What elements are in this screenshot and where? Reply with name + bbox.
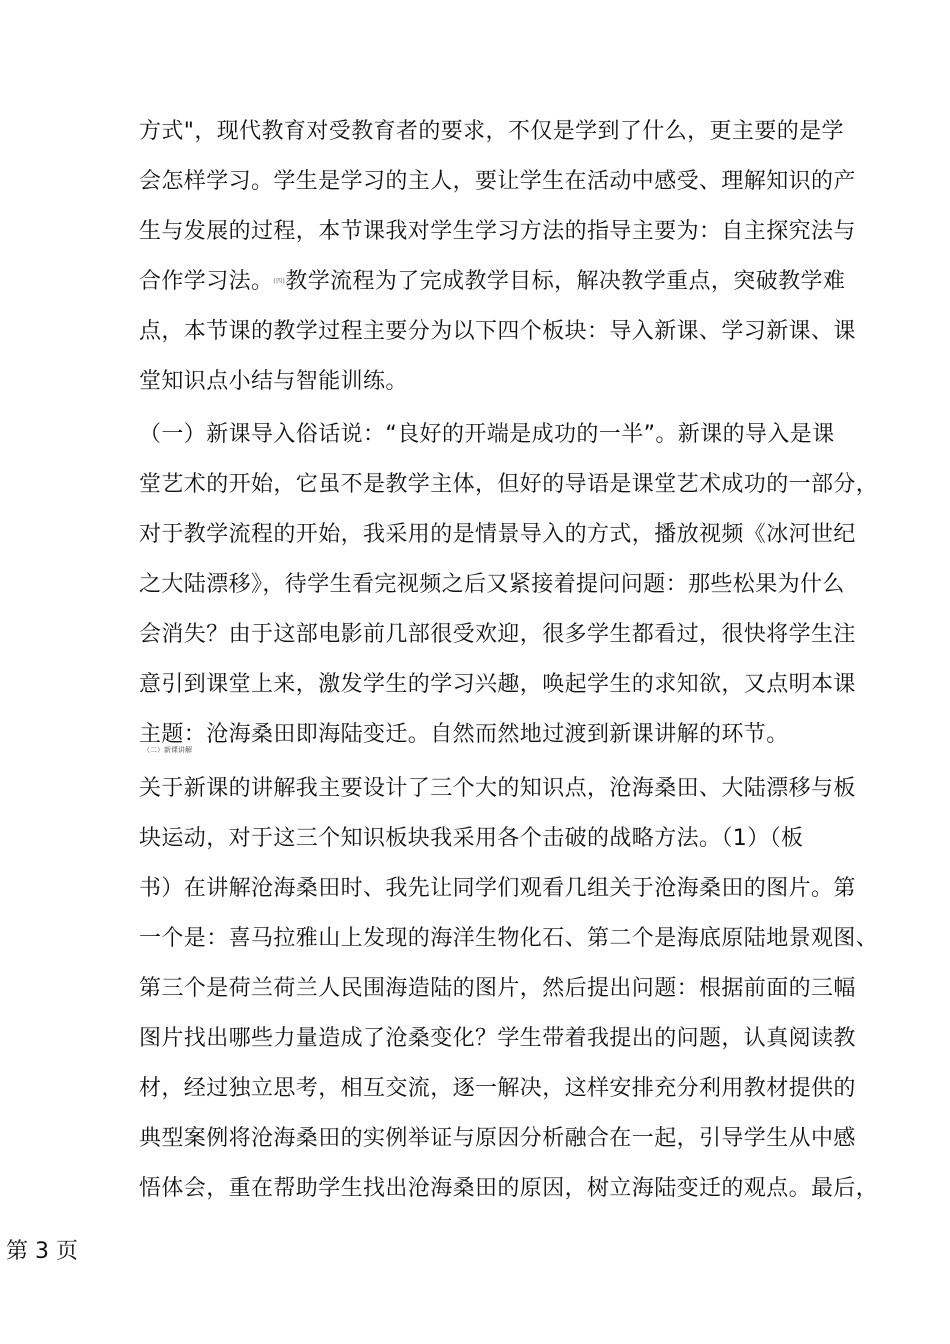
- section-one-line-2: 堂艺术的开始，它虽不是教学主体，但好的导语是课堂艺术成功的一部分，: [139, 472, 879, 497]
- section-one-line-7: 主题：沧海桑田即海陆变迁。自然而然地过渡到新课讲解的环节。: [139, 722, 789, 747]
- section-two-line-3: 书）在讲解沧海桑田时、我先让同学们观看几组关于沧海桑田的图片。第: [139, 876, 856, 901]
- paragraph-line-2: 会怎样学习。学生是学习的主人，要让学生在活动中感受、理解知识的产: [139, 169, 856, 194]
- paragraph-line-5: 点，本节课的教学过程主要分为以下四个板块：导入新课、学习新课、课: [139, 319, 856, 344]
- section-one-line-4: 之大陆漂移》，待学生看完视频之后又紧接着提问问题：那些松果为什么: [139, 572, 845, 597]
- section-two-heading: （二）新课讲解: [143, 746, 192, 754]
- paragraph-line-6: 堂知识点小结与智能训练。: [139, 369, 408, 394]
- section-two-line-8: 典型案例将沧海桑田的实例举证与原因分析融合在一起，引导学生从中感: [139, 1126, 856, 1151]
- paragraph-line-4: [139, 267, 845, 297]
- section-two-line-4: 一个是：喜马拉雅山上发现的海洋生物化石、第二个是海底原陆地景观图、: [139, 926, 879, 951]
- section-one-line-3: 对于教学流程的开始，我采用的是情景导入的方式，播放视频《冰河世纪: [139, 522, 856, 547]
- section-one-line-5: 会消失？由于这部电影前几部很受欢迎，很多学生都看过，很快将学生注: [139, 622, 856, 647]
- page-number: 第 3 页: [6, 1239, 78, 1264]
- section-one-line-1: （一）新课导入俗话说：“良好的开端是成功的一半”。新课的导入是课: [139, 422, 835, 447]
- section-two-line-7: 材，经过独立思考，相互交流，逐一解决，这样安排充分利用教材提供的: [139, 1076, 856, 1101]
- paragraph-line-4-start: 合作学习法。: [139, 269, 274, 294]
- paragraph-line-4-end: 教学流程为了完成教学目标，解决教学重点，突破教学难: [285, 269, 846, 294]
- paragraph-line-3: 生与发展的过程，本节课我对学生学习方法的指导主要为：自主探究法与: [139, 219, 856, 244]
- section-two-line-1: 关于新课的讲解我主要设计了三个大的知识点，沧海桑田、大陆漂移与板: [139, 776, 856, 801]
- section-two-line-5: 第三个是荷兰荷兰人民围海造陆的图片，然后提出问题：根据前面的三幅: [139, 976, 856, 1001]
- section-two-line-2: 块运动，对于这三个知识板块我采用各个击破的战略方法。（1）（板: [139, 826, 804, 851]
- section-two-line-6: 图片找出哪些力量造成了沧桑变化？学生带着我提出的问题，认真阅读教: [139, 1026, 856, 1051]
- section-one-line-6: 意引到课堂上来，激发学生的学习兴趣，唤起学生的求知欲，又点明本课: [139, 672, 856, 697]
- section-two-line-9: 悟体会，重在帮助学生找出沧海桑田的原因，树立海陆变迁的观点。最后，: [139, 1176, 879, 1201]
- paragraph-line-1: 方式"，现代教育对受教育者的要求，不仅是学到了什么，更主要的是学: [139, 119, 844, 144]
- inline-section-marker: (四): [273, 278, 286, 285]
